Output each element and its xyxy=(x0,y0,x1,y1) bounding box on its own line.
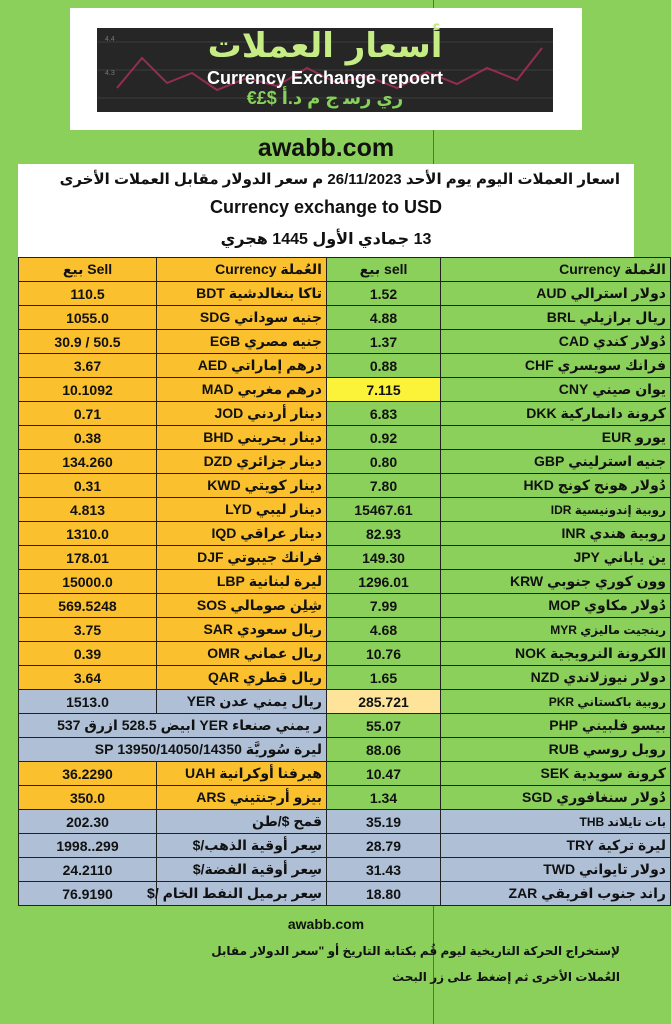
currency-1-cell: بيسو فلبيني PHP xyxy=(441,714,671,738)
currency-1-cell: دُولار كندي CAD xyxy=(441,330,671,354)
currency-2-cell: ريال قطري QAR xyxy=(157,666,327,690)
sell-2-cell: 178.01 xyxy=(19,546,157,570)
sell-1-cell: 0.88 xyxy=(327,354,441,378)
sell-2-cell: 10.1092 xyxy=(19,378,157,402)
currency-1-cell: كرونة سويدية SEK xyxy=(441,762,671,786)
currency-1-cell: كرونة دانماركية DKK xyxy=(441,402,671,426)
sell-1-cell: 0.92 xyxy=(327,426,441,450)
table-row xyxy=(19,306,671,330)
sell-2-cell: 1055.0 xyxy=(19,306,157,330)
currency-1-cell: روبية هندي INR xyxy=(441,522,671,546)
currency-1-cell: يورو EUR xyxy=(441,426,671,450)
table-row xyxy=(19,282,671,306)
currency-1-cell: دولار نيوزلاندي NZD xyxy=(441,666,671,690)
currency-2-cell: دينار بحريني BHD xyxy=(157,426,327,450)
currency-1-cell: وون كوري جنوبي KRW xyxy=(441,570,671,594)
sell-1-cell: 31.43 xyxy=(327,858,441,882)
currency-1-cell: روبل روسي RUB xyxy=(441,738,671,762)
currency-2-cell: دينار ليبي LYD xyxy=(157,498,327,522)
sell-2-cell: 1513.0 xyxy=(19,690,157,714)
table-row xyxy=(19,810,671,834)
sell-2-cell: 569.5248 xyxy=(19,594,157,618)
sell-1-cell: 4.68 xyxy=(327,618,441,642)
sell-2-cell: 24.2110 xyxy=(19,858,157,882)
table-row xyxy=(19,546,671,570)
currency-1-cell: ين ياباني JPY xyxy=(441,546,671,570)
currency-1-cell: دولار استرالي AUD xyxy=(441,282,671,306)
logo-card xyxy=(70,8,582,130)
sell-2-cell: 76.9190 xyxy=(19,882,157,906)
table-row xyxy=(19,474,671,498)
sell-1-cell: 1.52 xyxy=(327,282,441,306)
sell-1-cell: 18.80 xyxy=(327,882,441,906)
table-row xyxy=(19,858,671,882)
sell-2-cell: 36.2290 xyxy=(19,762,157,786)
table-row xyxy=(19,690,671,714)
sell-1-cell: 1.37 xyxy=(327,330,441,354)
table-row xyxy=(19,402,671,426)
currency-2-cell: دينار عراقي IQD xyxy=(157,522,327,546)
currency-1-cell: ليرة تركية TRY xyxy=(441,834,671,858)
table-row xyxy=(19,642,671,666)
currency-2-cell: دينار كويتي KWD xyxy=(157,474,327,498)
currency-2-cell: بيزو أرجنتيني ARS xyxy=(157,786,327,810)
currency-2-cell: ليرة سُوريَّة 13950/14050/14350 SP xyxy=(19,738,327,762)
currency-1-cell: الكرونة النرويجية NOK xyxy=(441,642,671,666)
currency-1-cell: روبية إندونيسية IDR xyxy=(441,498,671,522)
logo-tick-top: 4.4 xyxy=(105,36,115,43)
table-row xyxy=(19,834,671,858)
footer-note-line-2: العُملات الأخرى ثم إضغط على زر البحث xyxy=(392,970,620,984)
sell-1-cell: 82.93 xyxy=(327,522,441,546)
sell-1-cell: 7.115 xyxy=(327,378,441,402)
sell-1-cell: 88.06 xyxy=(327,738,441,762)
sell-1-cell: 10.47 xyxy=(327,762,441,786)
currency-2-cell: سِعر أوقية الذهب/$ xyxy=(157,834,327,858)
currency-2-cell: هيرفنا أوكرانية UAH xyxy=(157,762,327,786)
site-name[interactable]: awabb.com xyxy=(257,134,395,162)
logo-tick-mid: 4.3 xyxy=(105,70,115,77)
sell-2-cell: 15000.0 xyxy=(19,570,157,594)
table-header-row xyxy=(19,258,671,282)
rates-table xyxy=(18,257,671,906)
currency-2-cell: جنيه مصري EGB xyxy=(157,330,327,354)
currency-2-cell: دينار جزائري DZD xyxy=(157,450,327,474)
logo-currency-symbols: €£$ ري ﺭﺳ ﺝ ﻡ ﺩ.ﺃ xyxy=(246,88,404,108)
sell-1-cell: 35.19 xyxy=(327,810,441,834)
currency-1-cell: جنيه استرليني GBP xyxy=(441,450,671,474)
currency-2-cell: ليرة لبنانية LBP xyxy=(157,570,327,594)
sell-2-cell: 3.67 xyxy=(19,354,157,378)
sell-2-cell: 0.31 xyxy=(19,474,157,498)
currency-1-cell: روبية باكستاني PKR xyxy=(441,690,671,714)
currency-2-cell: فرانك جيبوتي DJF xyxy=(157,546,327,570)
sell-2-cell: 3.75 xyxy=(19,618,157,642)
sell-2-cell: 202.30 xyxy=(19,810,157,834)
sell-1-cell: 7.99 xyxy=(327,594,441,618)
currency-2-cell: دينار أردني JOD xyxy=(157,402,327,426)
sell-2-cell: 0.71 xyxy=(19,402,157,426)
sell-1-cell: 1.65 xyxy=(327,666,441,690)
currency-1-cell: يوان صيني CNY xyxy=(441,378,671,402)
table-row xyxy=(19,762,671,786)
footer-note-line-1: لإستخراج الحركة التاريخية ليوم قُم بكتابة التاريخ أو "سعر الدولار مقابل xyxy=(211,944,620,958)
currency-2-cell: ريال يمني عدن YER xyxy=(157,690,327,714)
logo-title-english: Currency Exchange repoert xyxy=(206,68,444,88)
table-row xyxy=(19,498,671,522)
currency-2-cell: ريال عماني OMR xyxy=(157,642,327,666)
header-arabic-line: اسعار العملات اليوم يوم الأحد 26/11/2023 م سعر الدولار مقابل العملات الأخرى xyxy=(59,171,620,188)
report-header xyxy=(18,164,634,257)
sell-2-cell: 0.38 xyxy=(19,426,157,450)
sell-2-cell: 3.64 xyxy=(19,666,157,690)
sell-2-cell: 4.813 xyxy=(19,498,157,522)
currency-2-cell: سِعر برميل النفط الخام /$ xyxy=(157,882,327,906)
sell-1-cell: 1.34 xyxy=(327,786,441,810)
header-hijri-date: 13 جمادي الأول 1445 هجري xyxy=(220,231,432,248)
sell-2-cell: 134.260 xyxy=(19,450,157,474)
sell-1-cell: 15467.61 xyxy=(327,498,441,522)
table-row xyxy=(19,426,671,450)
currency-1-cell: دولار تايواني TWD xyxy=(441,858,671,882)
sell-1-cell: 4.88 xyxy=(327,306,441,330)
sell-1-cell: 1296.01 xyxy=(327,570,441,594)
sell-1-cell: 0.80 xyxy=(327,450,441,474)
sell-1-cell: 28.79 xyxy=(327,834,441,858)
table-row xyxy=(19,714,671,738)
column-header-sell-2: بيع Sell xyxy=(19,258,157,282)
sell-2-cell: 110.5 xyxy=(19,282,157,306)
table-row xyxy=(19,882,671,906)
table-row xyxy=(19,618,671,642)
table-row xyxy=(19,738,671,762)
currency-1-cell: فرانك سويسري CHF xyxy=(441,354,671,378)
currency-2-cell: جنيه سوداني SDG xyxy=(157,306,327,330)
currency-2-cell: تاكا بنغالدشية BDT xyxy=(157,282,327,306)
logo-banner xyxy=(97,28,553,112)
currency-1-cell: ريال برازيلي BRL xyxy=(441,306,671,330)
table-row xyxy=(19,522,671,546)
column-header-sell-1: بيع sell xyxy=(327,258,441,282)
table-row xyxy=(19,666,671,690)
sell-2-cell: 1998..299 xyxy=(19,834,157,858)
currency-1-cell: رينجيت ماليزي MYR xyxy=(441,618,671,642)
footer-note xyxy=(200,938,620,990)
table-row xyxy=(19,570,671,594)
header-english-line: Currency exchange to USD xyxy=(209,197,443,217)
currency-1-cell: دُولار سنغافوري SGD xyxy=(441,786,671,810)
currency-1-cell: دُولار مكاوي MOP xyxy=(441,594,671,618)
currency-1-cell: دُولار هونج كونج HKD xyxy=(441,474,671,498)
sell-1-cell: 149.30 xyxy=(327,546,441,570)
currency-2-cell: ريال سعودي SAR xyxy=(157,618,327,642)
currency-2-cell: سِعر أوقية الفضة/$ xyxy=(157,858,327,882)
rates-body xyxy=(19,282,671,906)
currency-2-cell: درهم إماراتي AED xyxy=(157,354,327,378)
sell-1-cell: 285.721 xyxy=(327,690,441,714)
table-row xyxy=(19,450,671,474)
table-row xyxy=(19,378,671,402)
table-row xyxy=(19,354,671,378)
sell-1-cell: 7.80 xyxy=(327,474,441,498)
table-row xyxy=(19,330,671,354)
sell-1-cell: 10.76 xyxy=(327,642,441,666)
column-header-currency-1: العُملة Currency xyxy=(441,258,671,282)
column-header-currency-2: العُملة Currency xyxy=(157,258,327,282)
currency-1-cell: راند جنوب افريقي ZAR xyxy=(441,882,671,906)
sell-1-cell: 6.83 xyxy=(327,402,441,426)
sell-1-cell: 55.07 xyxy=(327,714,441,738)
logo-title-arabic: أسعار العملات xyxy=(207,26,443,66)
table-row xyxy=(19,594,671,618)
sell-2-cell: 350.0 xyxy=(19,786,157,810)
currency-2-cell: ر يمني صنعاء YER ابيض 528.5 ازرق 537 xyxy=(19,714,327,738)
footer-site-name[interactable]: awabb.com xyxy=(287,916,365,932)
currency-1-cell: بات تايلاند THB xyxy=(441,810,671,834)
currency-2-cell: قمح $/طن xyxy=(157,810,327,834)
currency-2-cell: شِلِن صومالي SOS xyxy=(157,594,327,618)
sell-2-cell: 1310.0 xyxy=(19,522,157,546)
table-row xyxy=(19,786,671,810)
sell-2-cell: 0.39 xyxy=(19,642,157,666)
currency-2-cell: درهم مغربي MAD xyxy=(157,378,327,402)
sell-2-cell: 30.9 / 50.5 xyxy=(19,330,157,354)
